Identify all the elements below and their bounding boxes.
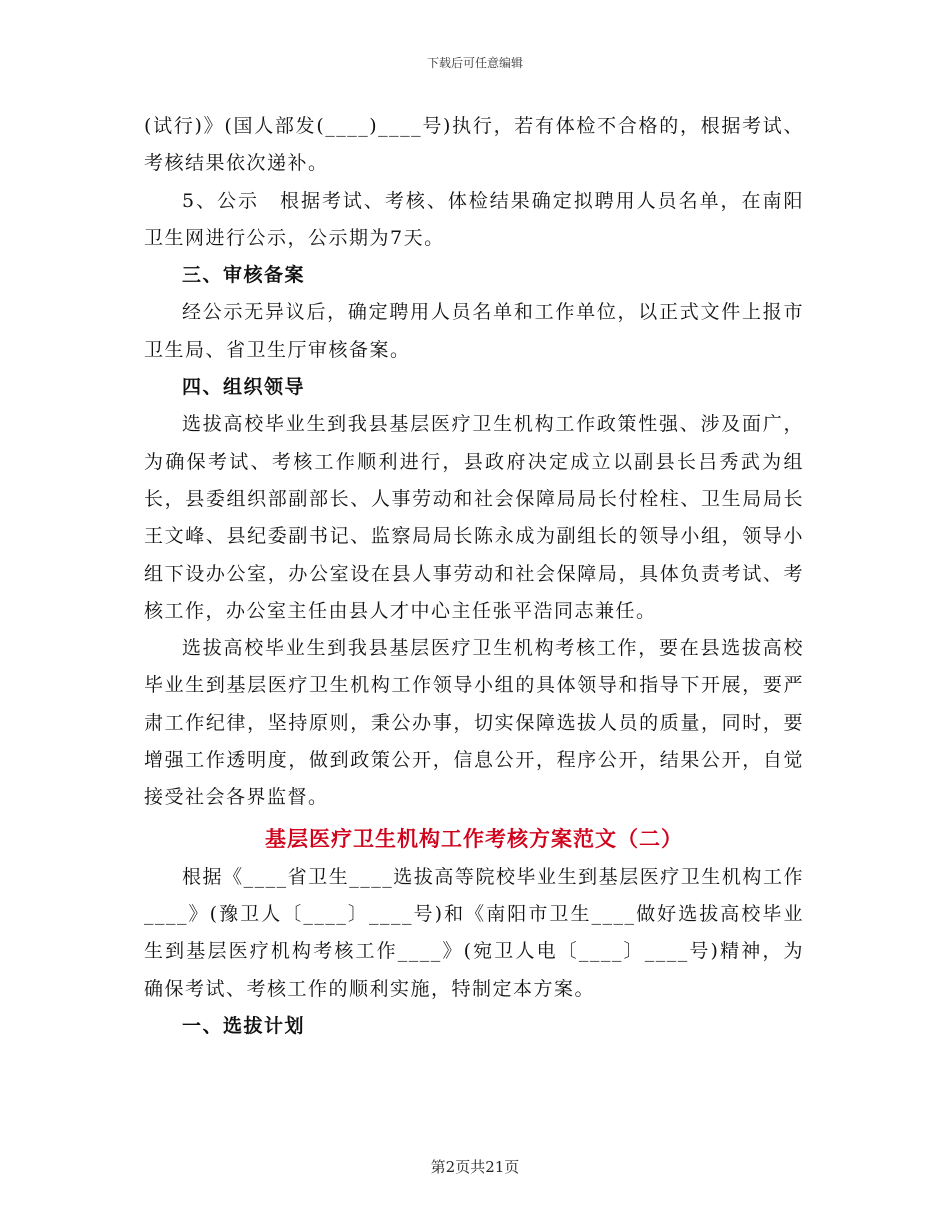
section-heading: 四、组织领导 <box>182 376 306 399</box>
paragraph: 根据《____省卫生____选拔高等院校毕业生到基层医疗卫生机构工作____》(豫卫人〔____〕____号)和《南阳市卫生____做好选拔高校毕业生到基层医疗机构考核工作____》(宛卫人电〔____〕____号)精神，为确保考试、考核工作的顺利实施，特制定本方案。 <box>144 865 804 1000</box>
section-heading: 一、选拔计划 <box>182 1014 306 1037</box>
paragraph: 选拔高校毕业生到我县基层医疗卫生机构工作政策性强、涉及面广，为确保考试、考核工作顺利进行，县政府决定成立以副县长吕秀武为组长，县委组织部副部长、人事劳动和社会保障局局长付栓柱、卫生局局长王文峰、县纪委副书记、监察局局长陈永成为副组长的领导小组，领导小组下设办公室，办公室设在县人事劳动和社会保障局，具体负责考试、考核工作，办公室主任由县人才中心主任张平浩同志兼任。 <box>144 413 804 622</box>
paragraph: (试行)》(国人部发(____)____号)执行，若有体检不合格的，根据考试、考核结果依次递补。 <box>144 115 804 175</box>
document-section-title: 基层医疗卫生机构工作考核方案范文（二） <box>265 825 683 851</box>
section-heading: 三、审核备案 <box>182 264 306 287</box>
document-body <box>144 108 804 1045</box>
page-footer: 第2页共21页 <box>430 1158 520 1176</box>
paragraph: 选拔高校毕业生到我县基层医疗卫生机构考核工作，要在县选拔高校毕业生到基层医疗卫生机构工作领导小组的具体领导和指导下开展，要严肃工作纪律，坚持原则，秉公办事，切实保障选拔人员的质量，同时，要增强工作透明度，做到政策公开，信息公开，程序公开，结果公开，自觉接受社会各界监督。 <box>144 637 804 809</box>
page-header: 下载后可任意编辑 <box>426 56 523 70</box>
paragraph: 5、公示 根据考试、考核、体检结果确定拟聘用人员名单，在南阳卫生网进行公示，公示期为7天。 <box>144 189 804 249</box>
paragraph: 经公示无异议后，确定聘用人员名单和工作单位，以正式文件上报市卫生局、省卫生厅审核备案。 <box>144 301 804 361</box>
